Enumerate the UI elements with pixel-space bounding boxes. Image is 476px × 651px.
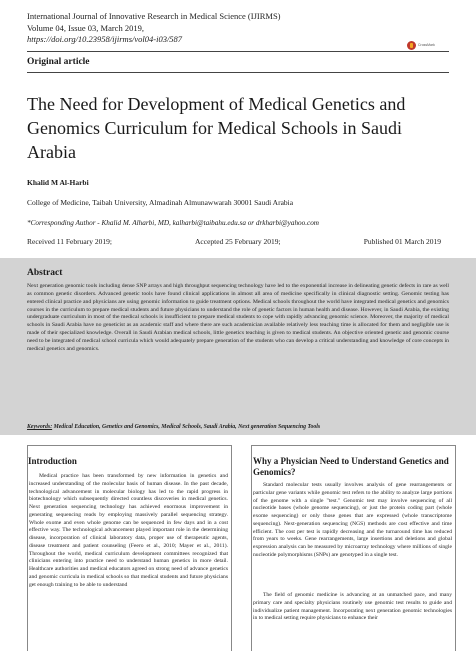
why-paragraph-2: The field of genomic medicine is advancing at an unmatched pace, and many primary care and specialty physicians routinely use genomic test results to guide and individualize patient management. Incorporating next generation genomic technologies in to medical setting require physicians to enhance their xyxy=(253,592,452,622)
crossmark-logo[interactable] xyxy=(407,40,441,50)
keywords xyxy=(27,424,449,430)
crossmark-icon xyxy=(407,41,416,50)
received-date: Received 11 February 2019; xyxy=(27,237,112,246)
journal-header xyxy=(27,11,281,46)
abstract-text: Next generation genomic tools including dense SNP arrays and high throughput sequencing technology have led to the exponential increase in delineating genetic defects in rare as well as common genetic disorders. Advanced genetic tools have found clinical applications in almost all area of medicine specifically in clinical diagnostic setting. Genomic testing has entered clinical practice and physicians are using genomic information to guide treatment options. Medical schools throughout the world have integrated medical genetics and genomics courses in the curriculum to prepare medical students and future physicians to understand the role of genetic factors in human health and disease. However, in Saudi Arabia, the existing undergraduate curriculum in most of the medical schools is insufficient to prepare medical students to cope with rapidly advancing genomic science. Moreover, the majority of medical schools in Saudi Arabia have no geneticist as an academic staff and where there are such academician available relatively less teaching time is allocated for them and negligible use is made of their specialized knowledge. Overall in Saudi Arabian medical schools, little genetics teaching is given to medical students. An objective oriented genetic and genomic course need to be integrated of medical school curricula which would adequately prepare generation of the students who can develop a critical understanding and knowledge of core concepts in medical genetics and genomics. xyxy=(27,283,449,352)
journal-name: International Journal of Innovative Research in Medical Science (IJIRMS) xyxy=(27,11,281,21)
crossmark-label: CrossMark xyxy=(418,43,435,47)
introduction-text: Medical practice has been transformed by new information in genetics and increased understanding of the molecular basis of human disease. In the past decade, technological advancement in molecular biology has led to the rapid progress in biotechnology which subsequently directed countless discoveries in medical genetics. Next generation sequencing technology has achieved enormous improvement in generating sequencing reads by employing massively parallel sequencing strategy. Whole exome and even whole genome can be sequenced in few days and in a cost effective way. The technological advancement played important role in the determining disease, incorporation of clinical laboratory data, proper use of therapeutic agents, disease treatment and patient counseling (Feero et al., 2010; Mayer et al., 2011). Throughout the world, medical curriculum development committees recognized that clinicians entering into practice need to understand human genetics in more detail. Healthcare authorities and medical educators agreed on strong need of advance genetics and genomic curricula in medical schools so that medical students and future physicians get enough training to be able to understand xyxy=(29,473,228,588)
title-divider xyxy=(27,72,449,73)
paper-title: The Need for Development of Medical Genetics and Genomics Curriculum for Medical Schools in Saudi Arabia xyxy=(27,94,406,162)
keywords-list: Medical Education, Genetics and Genomics, Medical Schools, Saudi Arabia, Next generation Sequencing Tools xyxy=(52,424,321,430)
introduction-heading: Introduction xyxy=(28,456,77,466)
why-paragraph-1: Standard molecular tests usually involves analysis of gene rearrangements or particular gene variants while genomic test refers to the ability to analyze large portions of the genome with a single "test." Genomic test may involve sequencing of all nucleotide bases (whole genome sequencing), or just the protein coding part (whole exome sequencing) or only those genes that are expressed (whole transcriptome sequencing). Next-generation sequencing (NGS) methods are cost effective and time efficient. The cost per test is rapidly decreasing and the turnaround time has reduced from years to weeks. Gene rearrangements, large insertions and deletions and global expression analysis can be measured by microarray technology where millions of single nucleotide polymorphisms (SNPs) are genotyped in a single test. xyxy=(253,482,452,558)
journal-volume: Volume 04, Issue 03, March 2019, xyxy=(27,22,144,33)
accepted-date: Accepted 25 February 2019; xyxy=(195,237,281,246)
article-type: Original article xyxy=(27,57,90,67)
top-divider xyxy=(27,51,449,52)
abstract-heading: Abstract xyxy=(27,268,63,278)
corresponding-author: *Corresponding Author - Khalid M. Alharbi, MD, kalharbi@taibahu.edu.sa or drkharbi@yahoo.com xyxy=(27,219,320,227)
why-heading: Why a Physician Need to Understand Genetics and Genomics? xyxy=(253,456,449,477)
published-date: Published 01 March 2019 xyxy=(363,237,441,246)
author-affiliation: College of Medicine, Taibah University, Almadinah Almunawwarah 30001 Saudi Arabia xyxy=(27,198,294,207)
publication-dates xyxy=(27,237,441,246)
author-name: Khalid M Al-Harbi xyxy=(27,178,89,187)
journal-doi-link[interactable]: https://doi.org/10.23958/ijirms/vol04-i03/587 xyxy=(27,34,183,44)
keywords-label: Keywords: xyxy=(27,424,53,430)
